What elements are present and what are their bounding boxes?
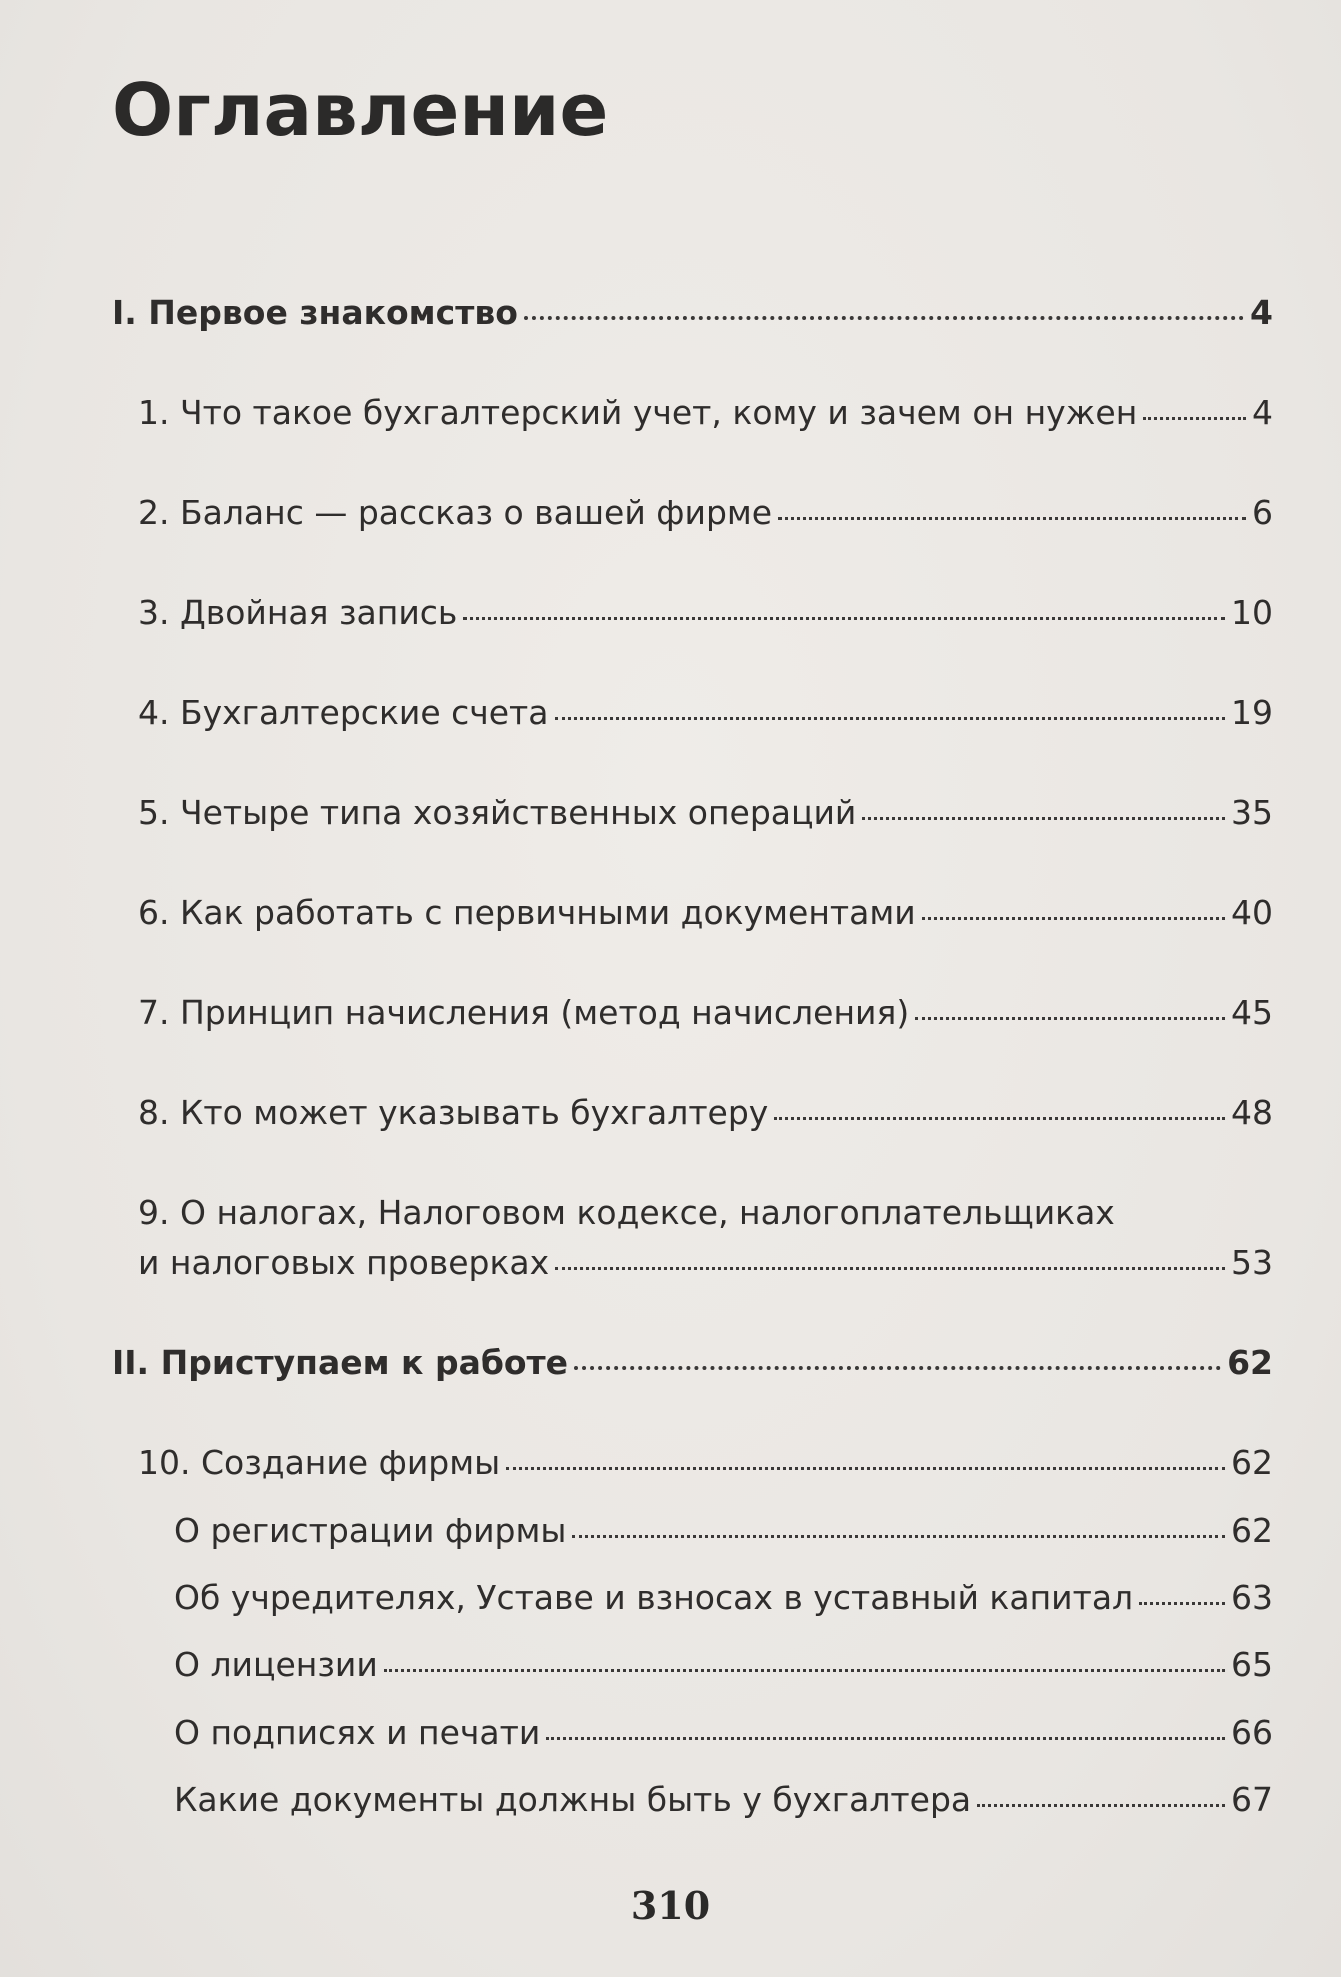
toc-entry-page: 6 (1252, 493, 1273, 532)
toc-section (174, 1713, 1273, 1752)
toc-chapter-7 (138, 993, 1273, 1032)
dot-leader (574, 1366, 1221, 1370)
toc-section (174, 1511, 1273, 1550)
toc-entry-label: 10. Создание фирмы (138, 1443, 501, 1482)
toc-entry-page: 48 (1231, 1093, 1273, 1132)
dot-leader (572, 1535, 1225, 1538)
toc-entry-page: 62 (1231, 1443, 1273, 1482)
dot-leader (524, 316, 1244, 320)
toc-entry-page: 66 (1231, 1713, 1273, 1752)
toc-entry-label: 4. Бухгалтерские счета (138, 693, 549, 732)
toc-entry-page: 4 (1252, 393, 1273, 432)
toc-chapter-2 (138, 493, 1273, 532)
toc-entry-label: О регистрации фирмы (174, 1511, 567, 1550)
page-number: 310 (630, 1883, 711, 1928)
dot-leader (862, 817, 1225, 820)
toc-entry-label: 5. Четыре типа хозяйственных операций (138, 793, 857, 832)
toc-chapter-9 (138, 1243, 1273, 1282)
toc-chapter-6 (138, 893, 1273, 932)
dot-leader (1139, 1602, 1225, 1605)
dot-leader (922, 917, 1225, 920)
toc-section (174, 1780, 1273, 1819)
toc-entry-label: 1. Что такое бухгалтерский учет, кому и зачем он нужен (138, 393, 1138, 432)
toc-entry-page: 10 (1231, 593, 1273, 632)
toc-entry-page: 62 (1227, 1343, 1273, 1382)
dot-leader (774, 1117, 1225, 1120)
toc-entry-page: 65 (1231, 1645, 1273, 1684)
toc-entry-page: 53 (1231, 1243, 1273, 1282)
toc-entry-page: 40 (1231, 893, 1273, 932)
toc-entry-label: 3. Двойная запись (138, 593, 458, 632)
toc-part-2 (112, 1343, 1273, 1382)
dot-leader (778, 517, 1246, 520)
dot-leader (546, 1737, 1225, 1740)
toc-entry-label: 6. Как работать с первичными документами (138, 893, 916, 932)
toc-entry-page: 67 (1231, 1780, 1273, 1819)
toc-entry-label: О подписях и печати (174, 1713, 541, 1752)
dot-leader (555, 717, 1225, 720)
toc-entry-page: 19 (1231, 693, 1273, 732)
dot-leader (915, 1017, 1225, 1020)
toc-chapter-3 (138, 593, 1273, 632)
page-title: Оглавление (112, 68, 609, 152)
toc-entry-page: 63 (1231, 1578, 1273, 1617)
toc-entry-label: и налоговых проверках (138, 1243, 550, 1282)
toc-entry-label: Об учредителях, Уставе и взносах в уставный капитал (174, 1578, 1134, 1617)
dot-leader (463, 617, 1225, 620)
toc-section (174, 1578, 1273, 1617)
toc-entry-label: II. Приступаем к работе (112, 1343, 569, 1382)
dot-leader (384, 1669, 1225, 1672)
toc-chapter-1 (138, 393, 1273, 432)
toc-section (174, 1645, 1273, 1684)
toc-chapter-5 (138, 793, 1273, 832)
toc-entry-label: Какие документы должны быть у бухгалтера (174, 1780, 972, 1819)
dot-leader (506, 1467, 1225, 1470)
toc-entry-page: 45 (1231, 993, 1273, 1032)
toc-chapter-4 (138, 693, 1273, 732)
toc-entry-label: I. Первое знакомство (112, 293, 518, 332)
toc-entry-page: 35 (1231, 793, 1273, 832)
dot-leader (555, 1267, 1225, 1270)
toc-entry-label: 2. Баланс — рассказ о вашей фирме (138, 493, 773, 532)
dot-leader (977, 1804, 1225, 1807)
toc-chapter-9-line1: 9. О налогах, Налоговом кодексе, налогоплательщиках (138, 1193, 1115, 1232)
toc-entry-label: О лицензии (174, 1645, 378, 1684)
toc-entry-label: 7. Принцип начисления (метод начисления) (138, 993, 910, 1032)
toc-entry-page: 4 (1250, 293, 1273, 332)
dot-leader (1143, 417, 1246, 420)
toc-chapter-10 (138, 1443, 1273, 1482)
toc-part-1 (112, 293, 1273, 332)
toc-entry-label: 8. Кто может указывать бухгалтеру (138, 1093, 769, 1132)
toc-entry-page: 62 (1231, 1511, 1273, 1550)
toc-chapter-8 (138, 1093, 1273, 1132)
